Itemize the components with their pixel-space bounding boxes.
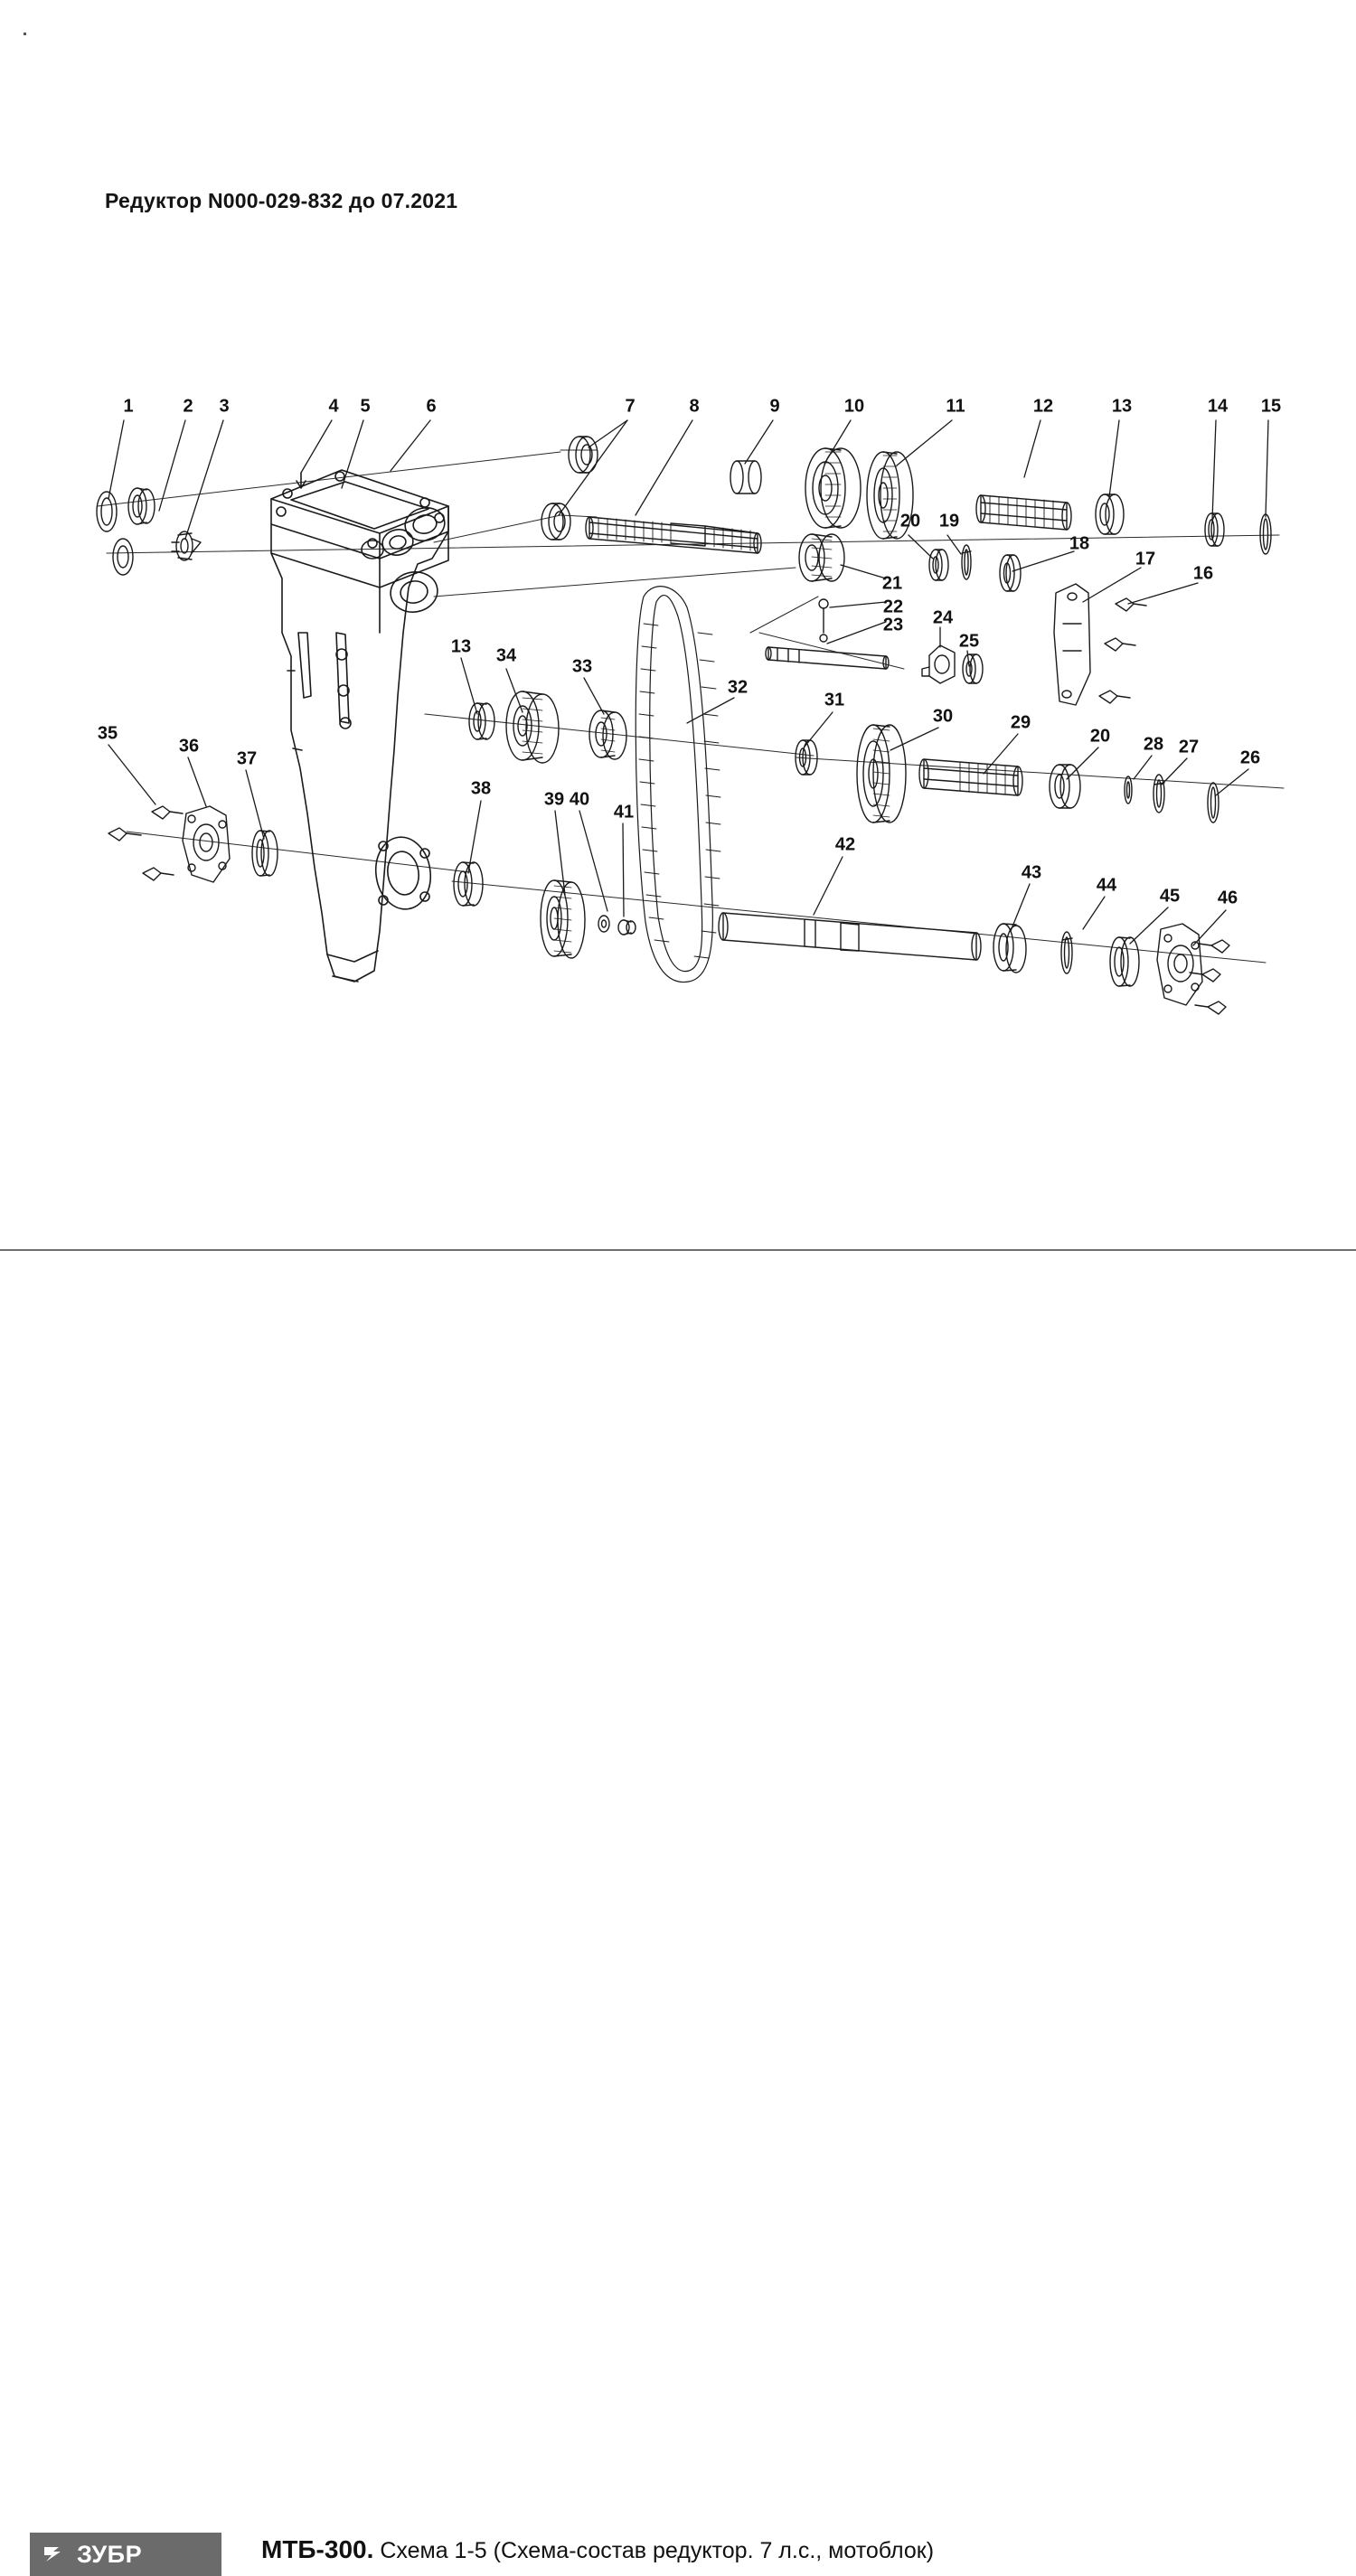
footer	[0, 1251, 1356, 2568]
callout-11: 11	[946, 396, 965, 417]
callout-15: 15	[1260, 396, 1282, 417]
callout-38: 38	[470, 778, 492, 799]
page-title: Редуктор N000-029-832 до 07.2021	[105, 189, 458, 212]
callout-18: 18	[1069, 533, 1090, 554]
footer-caption	[261, 2535, 934, 2564]
callout-44: 44	[1096, 875, 1117, 896]
callout-1: 1	[123, 396, 134, 417]
zubr-mark-icon	[41, 2541, 68, 2568]
callout-14: 14	[1207, 396, 1229, 417]
callout-5: 5	[360, 396, 371, 417]
callout-31: 31	[824, 690, 845, 710]
callout-4: 4	[328, 396, 339, 417]
callout-46: 46	[1217, 888, 1238, 908]
callout-30: 30	[932, 706, 954, 727]
callout-37: 37	[236, 748, 258, 769]
callout-39: 39	[543, 789, 565, 810]
callout-28: 28	[1143, 734, 1164, 755]
callout-16: 16	[1192, 563, 1214, 584]
model-label: МТБ-300.	[261, 2535, 374, 2563]
callout-45: 45	[1159, 886, 1181, 907]
callout-7: 7	[625, 396, 636, 417]
callout-24: 24	[932, 607, 954, 628]
callout-27: 27	[1178, 737, 1200, 757]
callout-19: 19	[938, 511, 960, 531]
callout-42: 42	[834, 834, 856, 855]
callout-40: 40	[569, 789, 590, 810]
callout-12: 12	[1032, 396, 1054, 417]
callout-2: 2	[183, 396, 193, 417]
brand-name: ЗУБР	[77, 2540, 143, 2568]
callout-3: 3	[219, 396, 230, 417]
callout-6: 6	[426, 396, 437, 417]
brand-logo	[30, 2533, 221, 2576]
callout-25: 25	[958, 631, 980, 652]
callout-13-lower: 13	[450, 636, 472, 657]
callout-43: 43	[1021, 862, 1042, 883]
callout-22: 22	[882, 597, 904, 617]
callout-41: 41	[613, 802, 635, 823]
callout-20: 20	[899, 511, 921, 531]
callout-36: 36	[178, 736, 200, 757]
callout-34: 34	[495, 645, 517, 666]
callout-26: 26	[1239, 747, 1261, 768]
callout-32: 32	[727, 677, 749, 698]
callout-20-lower: 20	[1089, 726, 1111, 747]
callout-23: 23	[882, 615, 904, 635]
callout-21: 21	[881, 573, 903, 594]
callout-9: 9	[769, 396, 780, 417]
callout-13: 13	[1111, 396, 1133, 417]
callout-17: 17	[1135, 549, 1156, 569]
scheme-label: Схема 1-5 (Схема-состав редуктор. 7 л.с., мотоблок)	[380, 2538, 935, 2563]
callout-8: 8	[689, 396, 700, 417]
callout-10: 10	[843, 396, 865, 417]
callout-29: 29	[1010, 712, 1031, 733]
callout-35: 35	[97, 723, 118, 744]
callout-33: 33	[571, 656, 593, 677]
